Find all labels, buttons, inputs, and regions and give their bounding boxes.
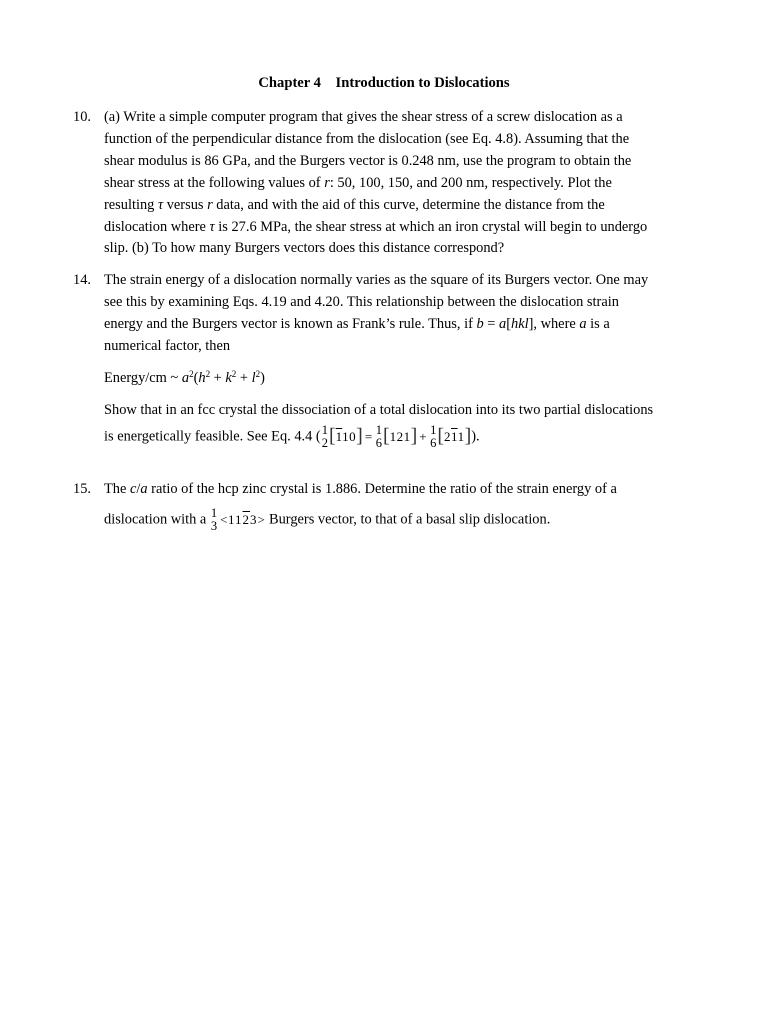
problem-number: 15. xyxy=(73,481,91,497)
text-line: resulting τ versus r data, and with the aid of this curve, determine the distance from the xyxy=(104,196,605,213)
text-line: numerical factor, then xyxy=(104,337,231,354)
problem-number: 10. xyxy=(73,109,91,125)
fraction: 1 6 xyxy=(430,423,437,451)
problem-text xyxy=(104,270,695,450)
text-line: shear modulus is 86 GPa, and the Burgers vector is 0.248 nm, use the program to obtain the xyxy=(104,152,632,169)
fraction: 1 2 xyxy=(321,423,328,451)
problem-number: 14. xyxy=(73,272,91,288)
dissociation-equation: is energetically feasible. See Eq. 4.4 ( 1 2 [ 110 ] = 1 6 [ 121 ] + 1 6 [ 211 ] ). xyxy=(104,423,480,451)
problem-text xyxy=(104,479,695,533)
text-line: (a) Write a simple computer program that gives the shear stress of a screw dislocation as a xyxy=(104,109,623,125)
burgers-vector-line: dislocation with a 1 3 < 1123 > Burgers vector, to that of a basal slip dislocation. xyxy=(104,505,551,533)
text-line: Show that in an fcc crystal the dissociation of a total dislocation into its two partial dislocations xyxy=(104,401,654,418)
problem-text xyxy=(104,107,695,260)
text-line: slip. (b) To how many Burgers vectors does this distance correspond? xyxy=(104,240,505,257)
fraction: 1 3 xyxy=(210,505,218,533)
text-line: shear stress at the following values of r: 50, 100, 150, and 200 nm, respectively. Plot the xyxy=(104,174,612,191)
energy-formula: Energy/cm ~ $a^2(h^2 + k^2 + l^2)$ xyxy=(104,368,265,386)
text-line: The strain energy of a dislocation normally varies as the square of its Burgers vector. One may xyxy=(104,272,649,288)
text-line: function of the perpendicular distance from the dislocation (see Eq. 4.8). Assuming that the xyxy=(104,130,630,147)
fraction: 1 6 xyxy=(375,423,382,451)
text-line: dislocation where τ is 27.6 MPa, the shear stress at which an iron crystal will begin to undergo xyxy=(104,218,648,235)
text-line: energy and the Burgers vector is known as Frank’s rule. Thus, if b = a[hkl], where a is a xyxy=(104,315,610,332)
text-line: see this by examining Eqs. 4.19 and 4.20. This relationship between the dislocation strain xyxy=(104,293,619,310)
text-line: The c/a ratio of the hcp zinc crystal is 1.886. Determine the ratio of the strain energy of a xyxy=(104,481,617,497)
chapter-title: Chapter 4 Introduction to Dislocations xyxy=(258,75,510,91)
